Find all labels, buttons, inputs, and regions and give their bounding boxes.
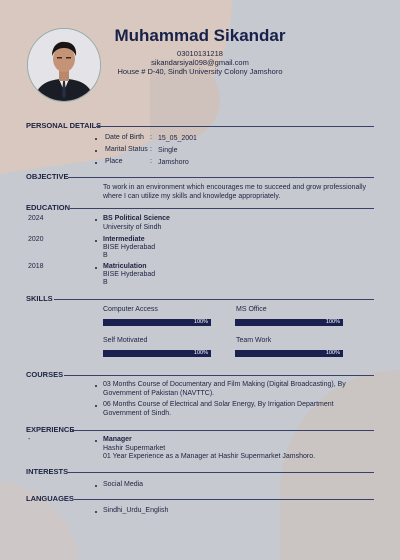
education-year: 2018 [28, 263, 44, 270]
experience-role: Manager [103, 436, 132, 443]
section-title: PERSONAL DETAILS [26, 121, 102, 130]
section-languages [26, 494, 374, 504]
label-separator: : [150, 134, 152, 141]
personal-value: 15_05_2001 [158, 135, 197, 142]
bullet-icon [95, 138, 97, 140]
label-separator: : [150, 146, 152, 153]
label-separator: : [150, 158, 152, 165]
education-degree: BS Political Science [103, 215, 170, 222]
person-photo-icon [28, 29, 100, 101]
education-institute: BISE Hyderabad [103, 244, 156, 251]
bullet-icon [95, 385, 97, 387]
experience-marker: - [28, 436, 31, 443]
skill-name: MS Office [236, 306, 267, 313]
background-shape [0, 480, 80, 560]
candidate-name: Muhammad Sikandar [114, 26, 286, 45]
section-title: LANGUAGES [26, 494, 74, 503]
personal-label: Place [105, 158, 123, 165]
education-year: 2024 [28, 215, 44, 222]
phone-number: 03010131218 [177, 49, 223, 58]
section-divider [54, 299, 374, 300]
section-interests [26, 467, 374, 477]
objective-text: where I can utilize my skills and knowledge appropriately. [103, 193, 281, 200]
education-grade: B [103, 252, 108, 259]
course-text: 06 Months Course of Electrical and Solar Energy, By Irrigation Department [103, 401, 334, 408]
skill-name: Team Work [236, 337, 272, 344]
education-institute: BISE Hyderabad [103, 271, 156, 278]
education-grade: B [103, 279, 108, 286]
section-title: OBJECTIVE [26, 172, 69, 181]
section-title: COURSES [26, 370, 64, 379]
interest-item: Social Media [103, 481, 144, 488]
skill-level-value: 100% [193, 319, 208, 325]
bullet-icon [95, 511, 97, 513]
course-text: Government of Pakistan (NAVTTC). [103, 390, 215, 397]
experience-company: Hashir Supermarket [103, 445, 166, 452]
section-courses [26, 370, 374, 380]
section-education [26, 203, 374, 213]
section-skills [26, 294, 374, 304]
objective-text: To work in an environment which encourages me to succeed and grow professionally [103, 184, 367, 191]
section-experience [26, 425, 374, 435]
education-institute: University of Sindh [103, 224, 162, 231]
section-objective [26, 172, 374, 182]
bullet-icon [95, 162, 97, 164]
education-degree: Matriculation [103, 263, 147, 270]
bullet-icon [95, 405, 97, 407]
section-title: SKILLS [26, 294, 53, 303]
section-divider [68, 177, 374, 178]
section-title: EXPERIENCE [26, 425, 75, 434]
bullet-icon [95, 440, 97, 442]
language-item: Sindhi_Urdu_English [103, 507, 169, 514]
bullet-icon [95, 240, 97, 242]
skill-name: Computer Access [103, 306, 158, 313]
bullet-icon [95, 150, 97, 152]
section-divider [68, 472, 374, 473]
section-divider [70, 208, 374, 209]
bullet-icon [95, 267, 97, 269]
education-degree: Intermediate [103, 236, 145, 243]
personal-label: Marital Status [105, 146, 148, 153]
skill-level-value: 100% [325, 319, 340, 325]
skill-level-bar [103, 350, 211, 357]
course-text: 03 Months Course of Documentary and Film Making (Digital Broadcasting), By [103, 381, 346, 388]
home-address: House # D-40, Sindh University Colony Jamshoro [117, 67, 283, 76]
email-address: sikandarsiyal098@gmail.com [151, 58, 249, 67]
skill-level-value: 100% [193, 350, 208, 356]
personal-value: Jamshoro [158, 159, 189, 166]
skill-level-value: 100% [325, 350, 340, 356]
course-text: Government of Sindh. [103, 410, 172, 417]
skill-level-bar [235, 350, 343, 357]
section-title: EDUCATION [26, 203, 71, 212]
skill-level-bar [103, 319, 211, 326]
experience-detail: 01 Year Experience as a Manager at Hashir Supermarket Jamshoro. [103, 453, 316, 460]
background-shape [280, 370, 400, 560]
profile-photo [27, 28, 101, 102]
personal-value: Single [158, 147, 178, 154]
section-divider [64, 375, 374, 376]
section-title: INTERESTS [26, 467, 69, 476]
skill-level-bar [235, 319, 343, 326]
skill-name: Self Motivated [103, 337, 148, 344]
section-divider [96, 126, 374, 127]
bullet-icon [95, 485, 97, 487]
section-divider [74, 499, 374, 500]
section-divider [72, 430, 374, 431]
personal-label: Date of Birth [105, 134, 144, 141]
bullet-icon [95, 219, 97, 221]
education-year: 2020 [28, 236, 44, 243]
section-personal-details [26, 121, 374, 131]
